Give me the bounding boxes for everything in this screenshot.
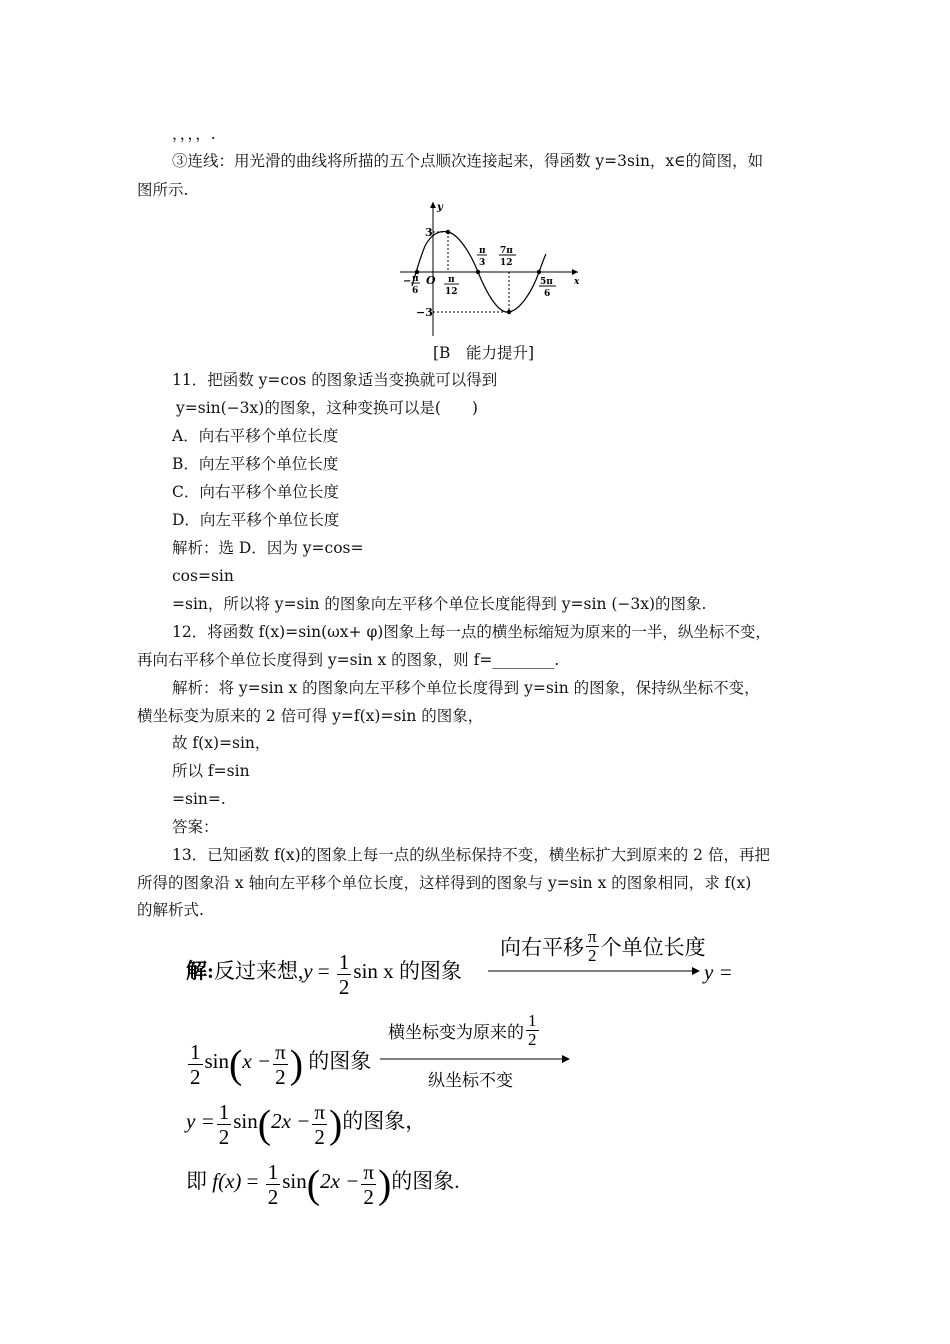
q13-line3: 的解析式. xyxy=(137,901,204,919)
point-mid xyxy=(476,270,480,274)
tick-pi3-den: 3 xyxy=(479,258,486,268)
q11-solution-3: =sin，所以将 y=sin 的图象向左平移个单位长度能得到 y=sin (−3x)的图象. xyxy=(172,595,707,613)
tick-5pi6-den: 6 xyxy=(544,289,551,299)
arrow2-top-label: 横坐标变为原来的 $\frac{1}{2}$ xyxy=(388,1011,537,1049)
q11-option-d: D．向左平移个单位长度 xyxy=(172,511,340,529)
x-axis-label: x xyxy=(574,277,580,287)
q12-line1: 12．将函数 f(x)=sin(ωx+ φ)图象上每一点的横坐标缩短为原来的一半，纵坐标不变， xyxy=(172,623,771,641)
tick-7pi12-den: 12 xyxy=(500,258,513,268)
y-axis-label: y xyxy=(437,202,443,213)
solution-line1-end: y = xyxy=(704,960,733,984)
step3-line2: 图所示. xyxy=(137,181,189,199)
tick-7pi12-num: 7π xyxy=(500,246,513,256)
tick-pi3-num: π xyxy=(479,246,486,256)
origin-label: O xyxy=(426,274,436,287)
q12-line2: 再向右平移个单位长度得到 y=sin x 的图象，则 f=________. xyxy=(137,651,560,669)
arrow1-label: 向右平移 $\frac{\pi}{2}$ 个单位长度 xyxy=(500,927,706,965)
solution-line2: $\frac{1}{2}$ sin(x − $\frac{\pi}{2}$ ) 的图象 xyxy=(190,1040,372,1089)
tick-5pi6-num: 5π xyxy=(540,277,553,287)
y-axis-arrow xyxy=(430,202,436,208)
solution-line4: 即 f(x) = $\frac{1}{2}$ sin(2x − $\frac{\pi}{2}$ )的图象. xyxy=(186,1160,460,1209)
point-end xyxy=(537,270,541,274)
q13-line1: 13．已知函数 f(x)的图象上每一点的纵坐标保持不变，横坐标扩大到原来的 2 倍，再把 xyxy=(172,846,770,864)
section-heading: [B 能力提升] xyxy=(433,344,534,362)
step3-line1: ③连线：用光滑的曲线将所描的五个点顺次连接起来，得函数 y=3sin，x∈的简图，如 xyxy=(172,152,764,170)
x-axis-arrow xyxy=(572,269,578,275)
point-list: ，，，，. xyxy=(172,125,216,143)
q11-solution-1: 解析：选 D．因为 y=cos= xyxy=(172,539,364,557)
q11-option-c: C．向右平移个单位长度 xyxy=(172,483,339,501)
q12-solution-1: 解析：将 y=sin x 的图象向左平移个单位长度得到 y=sin 的图象，保持纵坐标不变， xyxy=(172,679,760,697)
q11-option-a: A．向右平移个单位长度 xyxy=(172,427,339,445)
tick-pi12-den: 12 xyxy=(445,287,458,297)
tick-neg-pi6-num: π xyxy=(412,274,419,284)
q11-option-b: B．向左平移个单位长度 xyxy=(172,455,339,473)
q12-answer: 答案： xyxy=(172,818,219,836)
solution-line1: 解:反过来想,y = $\frac{1}{2}$ sin x 的图象 xyxy=(186,950,462,999)
q11-line1: 11．把函数 y=cos 的图象适当变换就可以得到 xyxy=(172,371,498,389)
solution-line3: y = $\frac{1}{2}$ sin(2x − $\frac{\pi}{2}$ )的图象， xyxy=(186,1100,427,1149)
q12-solution-4: 所以 f=sin xyxy=(172,762,250,780)
arrow-2 xyxy=(380,1054,572,1064)
tick-pi12-num: π xyxy=(448,275,455,285)
q12-solution-5: =sin=. xyxy=(172,790,226,808)
label-3: 3 xyxy=(425,226,433,239)
q11-line2: y=sin(−3x)的图象，这种变换可以是( ) xyxy=(176,399,478,417)
sine-graph xyxy=(398,198,588,338)
label-neg3: −3 xyxy=(416,306,433,319)
q12-solution-3: 故 f(x)=sin， xyxy=(172,734,271,752)
q11-solution-2: cos=sin xyxy=(172,567,234,585)
minus-sign: − xyxy=(403,276,412,287)
arrow-1 xyxy=(488,966,702,976)
point-min xyxy=(507,310,511,314)
q13-line2: 所得的图象沿 x 轴向左平移个单位长度，这样得到的图象与 y=sin x 的图象相同，求 f(x) xyxy=(137,874,752,892)
point-max xyxy=(446,230,450,234)
arrow2-bottom-label: 纵坐标不变 xyxy=(428,1071,513,1090)
q12-solution-2: 横坐标变为原来的 2 倍可得 y=f(x)=sin 的图象， xyxy=(137,707,484,725)
tick-neg-pi6-den: 6 xyxy=(412,286,419,296)
